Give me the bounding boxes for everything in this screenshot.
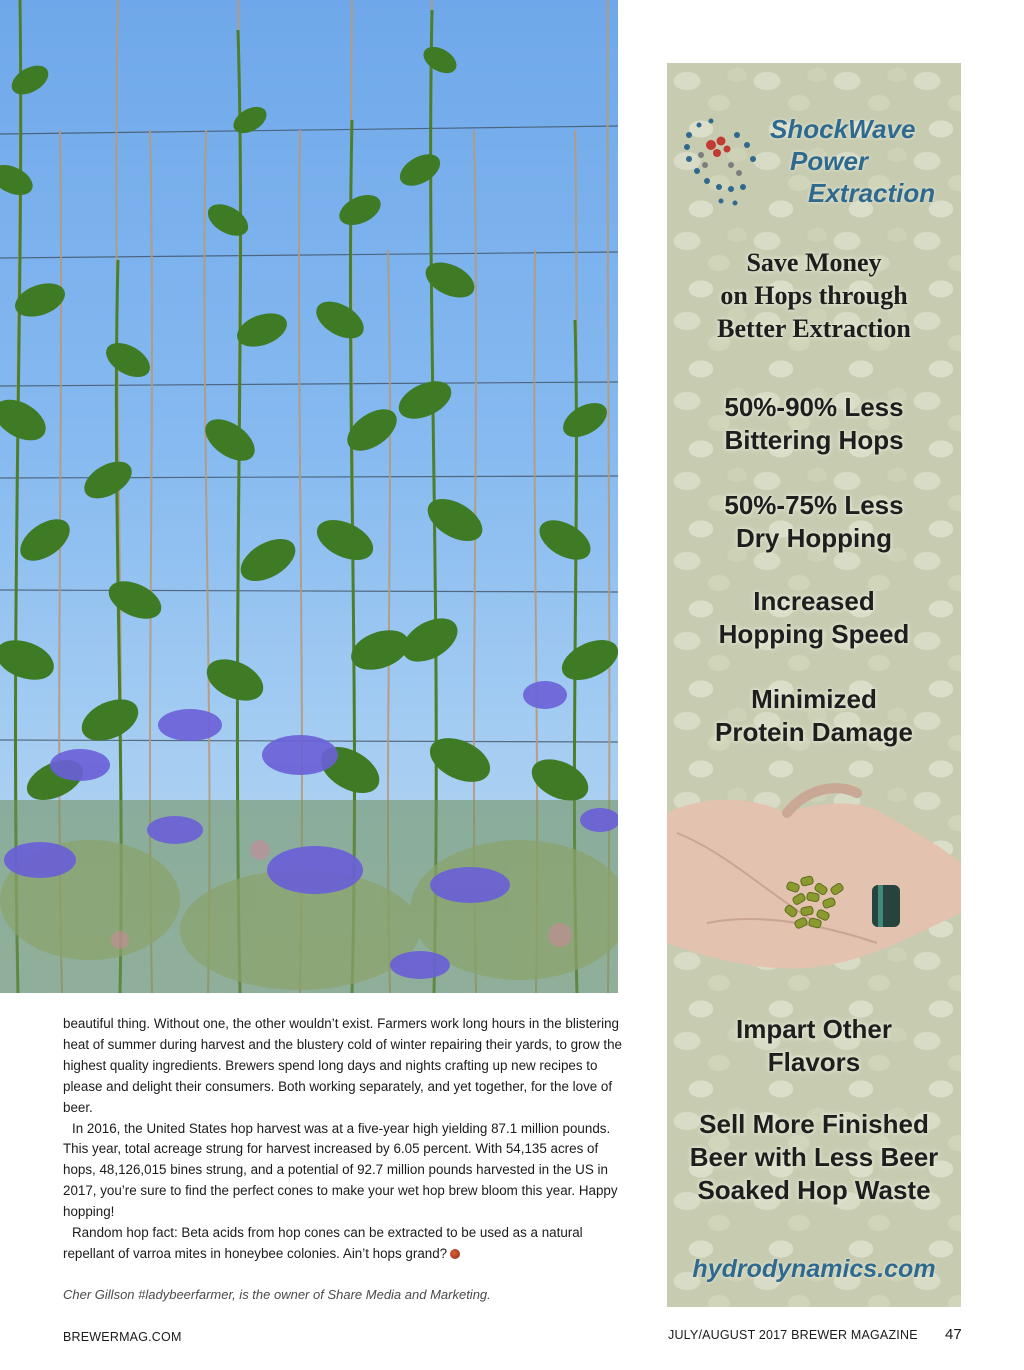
- brand-line-1: ShockWave: [770, 114, 916, 144]
- feature-3-line-2: Hopping Speed: [718, 619, 910, 649]
- shockwave-logo-icon: [681, 115, 767, 211]
- feature-6-line-1: Sell More Finished: [699, 1109, 929, 1139]
- feature-5-line-1: Impart Other: [735, 1014, 893, 1044]
- headline-line-3: Better Extraction: [717, 314, 911, 343]
- ad-feature-speed: [667, 585, 961, 651]
- feature-4-line-1: Minimized: [751, 684, 877, 714]
- hand-holding-pellets-image: [667, 773, 961, 973]
- ad-brand-name: [770, 113, 960, 209]
- hop-field-photo: [0, 0, 618, 993]
- feature-2-line-2: Dry Hopping: [736, 523, 892, 553]
- end-of-article-icon: [450, 1249, 460, 1259]
- feature-6-line-3: Soaked Hop Waste: [697, 1175, 931, 1205]
- ad-feature-waste: [667, 1108, 961, 1207]
- feature-2-line-1: 50%-75% Less: [724, 490, 904, 520]
- headline-line-1: Save Money: [746, 248, 882, 277]
- article-paragraph-1: beautiful thing. Without one, the other wouldn’t exist. Farmers work long hours in the blistering heat of summer during harvest and the blustery cold of winter repairing their yards, to grow the highest quality ingredients. Brewers spend long days and nights crafting up new recipes to please and delight their consumers. Both working separately, and yet together, for the love of beer.: [63, 1016, 622, 1115]
- article-paragraph-2: In 2016, the United States hop harvest was at a five-year high yielding 87.1 million pounds. This year, total acreage strung for harvest increased by 6.05 percent. With 54,135 acres of hops, 48,126,015 bines strung, and a potential of 92.7 million pounds harvested in the US in 2017, you’re sure to find the perfect cones to make your wet hop brew bloom this year. Happy hopping!: [63, 1120, 618, 1220]
- feature-1-line-2: Bittering Hops: [724, 425, 904, 455]
- brand-line-3: Extraction: [808, 178, 936, 208]
- feature-1-line-1: 50%-90% Less: [724, 392, 904, 422]
- ad-feature-flavors: [667, 1013, 961, 1079]
- article-body: [63, 1014, 623, 1265]
- feature-6-line-2: Beer with Less Beer: [689, 1142, 939, 1172]
- author-byline: Cher Gillson #ladybeerfarmer, is the owner of Share Media and Marketing.: [63, 1287, 491, 1302]
- ad-feature-protein: [667, 683, 961, 749]
- footer-issue: JULY/AUGUST 2017 BREWER MAGAZINE: [668, 1328, 918, 1342]
- headline-line-2: on Hops through: [720, 281, 908, 310]
- hop-bines-illustration: [0, 0, 618, 993]
- article-paragraph-3-text: Random hop fact: Beta acids from hop cones can be extracted to be used as a natural repellant of varroa mites in honeybee colonies. Ain’t hops grand?: [63, 1225, 583, 1261]
- page-number: 47: [945, 1326, 962, 1343]
- ad-website-link[interactable]: hydrodynamics.com: [692, 1255, 936, 1283]
- feature-4-line-2: Protein Damage: [715, 717, 913, 747]
- feature-5-line-2: Flavors: [767, 1047, 861, 1077]
- ad-feature-bittering: [667, 391, 961, 457]
- ad-headline: [667, 246, 961, 345]
- shockwave-advertisement: [667, 63, 961, 1307]
- brand-line-2: Power: [790, 146, 869, 176]
- footer-website: BREWERMAG.COM: [63, 1330, 182, 1344]
- article-paragraph-3: [63, 1223, 623, 1265]
- ad-feature-dry-hopping: [667, 489, 961, 555]
- feature-3-line-1: Increased: [753, 586, 875, 616]
